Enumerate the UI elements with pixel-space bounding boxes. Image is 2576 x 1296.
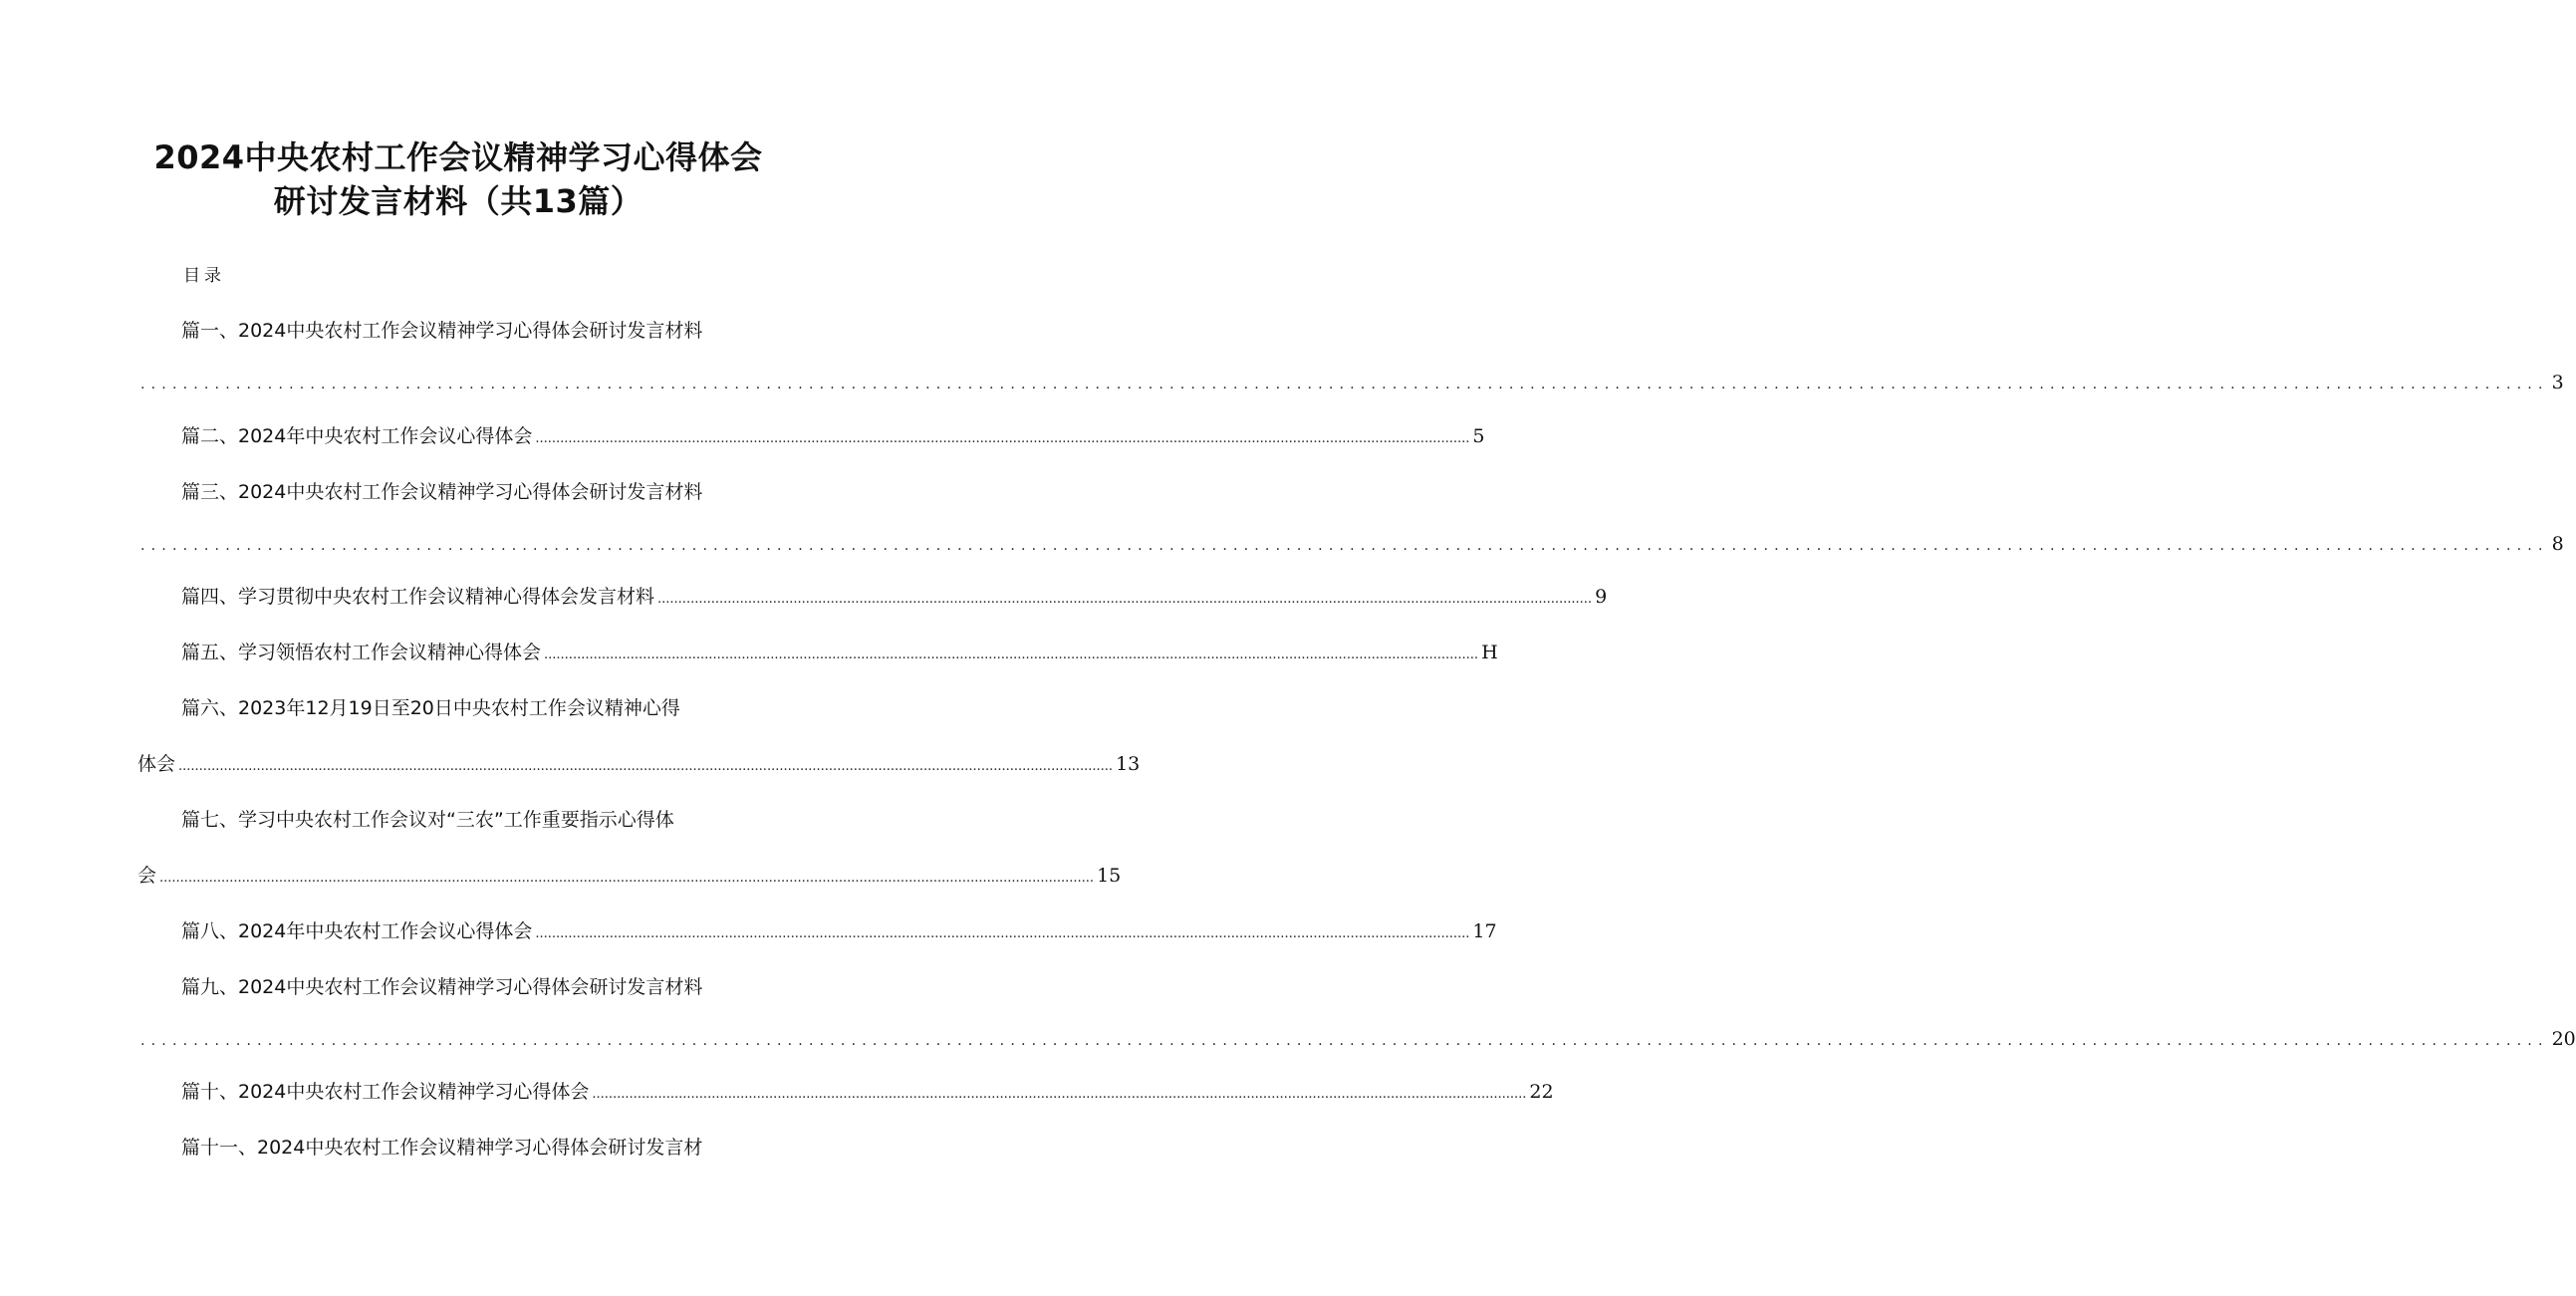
toc-leader-dots: ................................................................................................................................................................................................................................... — [535, 926, 1470, 941]
document-title-line-1: 2024中央农村工作会议精神学习心得体会 — [153, 138, 763, 176]
toc-entry[interactable] — [181, 1078, 1554, 1109]
toc-entry-title: 篇七、学习中央农村工作会议对“三农”工作重要指示心得体 — [181, 809, 674, 831]
document-title-line-2: 研讨发言材料（共13篇） — [273, 182, 644, 220]
toc-entry-title: 篇四、学习贯彻中央农村工作会议精神心得体会发言材料 — [181, 586, 655, 608]
toc-leader-dots: ................................................................................................................................................................................................................................... — [657, 592, 1593, 607]
toc-entry-title: 篇六、2023年12月19日至20日中央农村工作会议精神心得 — [181, 697, 680, 719]
toc-entry[interactable] — [181, 917, 1497, 948]
toc-page-number: 8 — [2551, 533, 2564, 555]
toc-entry[interactable] — [181, 639, 1498, 669]
toc-entry[interactable] — [181, 1134, 749, 1162]
toc-entry-continuation[interactable] — [137, 1025, 2576, 1055]
toc-page-number: 15 — [1097, 865, 1122, 887]
toc-page-number: 17 — [1472, 920, 1497, 942]
toc-entry-continuation[interactable] — [137, 750, 1141, 781]
toc-entry-title: 篇十一、2024中央农村工作会议精神学习心得体会研讨发言材 — [181, 1137, 703, 1159]
toc-entry[interactable] — [181, 806, 739, 834]
toc-entry-title: 篇五、学习领悟农村工作会议精神心得体会 — [181, 642, 542, 663]
toc-page-number: H — [1481, 642, 1498, 663]
toc-entry-continuation[interactable] — [137, 369, 2564, 398]
toc-entry[interactable] — [181, 973, 739, 1001]
toc-leader-dots: ................................................................................................................................................................................................................................... — [140, 377, 2549, 392]
toc-leader-dots: ................................................................................................................................................................................................................................... — [178, 759, 1114, 774]
toc-entry-title: 篇八、2024年中央农村工作会议心得体会 — [181, 920, 533, 942]
toc-leader-dots: ................................................................................................................................................................................................................................... — [544, 648, 1479, 662]
toc-page-number: 5 — [1472, 425, 1485, 447]
toc-page-number: 22 — [1529, 1081, 1554, 1103]
toc-entry[interactable] — [181, 317, 739, 345]
toc-entry-title: 会 — [137, 865, 157, 887]
toc-entry-continuation[interactable] — [137, 862, 1122, 893]
toc-entry-title: 篇一、2024中央农村工作会议精神学习心得体会研讨发言材料 — [181, 320, 703, 342]
toc-entry-title: 篇二、2024年中央农村工作会议心得体会 — [181, 425, 533, 447]
toc-entry[interactable] — [181, 478, 739, 506]
toc-entry[interactable] — [181, 694, 739, 722]
toc-leader-dots: ................................................................................................................................................................................................................................... — [159, 871, 1095, 886]
toc-page-number: 13 — [1116, 753, 1141, 775]
toc-heading: 目录 — [183, 266, 225, 286]
toc-leader-dots: ................................................................................................................................................................................................................................... — [592, 1087, 1527, 1102]
toc-entry[interactable] — [181, 422, 1485, 453]
toc-page-number: 3 — [2551, 372, 2564, 393]
toc-page-number: 9 — [1595, 586, 1608, 608]
toc-entry[interactable] — [181, 583, 1608, 614]
toc-entry-title: 体会 — [137, 753, 176, 775]
toc-leader-dots: ................................................................................................................................................................................................................................... — [535, 431, 1470, 446]
toc-leader-dots: ................................................................................................................................................................................................................................... — [140, 538, 2549, 554]
toc-leader-dots: ................................................................................................................................................................................................................................... — [140, 1033, 2549, 1049]
toc-entry-title: 篇三、2024中央农村工作会议精神学习心得体会研讨发言材料 — [181, 481, 703, 503]
toc-entry-continuation[interactable] — [137, 530, 2564, 560]
toc-entry-title: 篇九、2024中央农村工作会议精神学习心得体会研讨发言材料 — [181, 976, 703, 998]
toc-entry-title: 篇十、2024中央农村工作会议精神学习心得体会 — [181, 1081, 590, 1103]
toc-page-number: 20 — [2551, 1028, 2576, 1050]
